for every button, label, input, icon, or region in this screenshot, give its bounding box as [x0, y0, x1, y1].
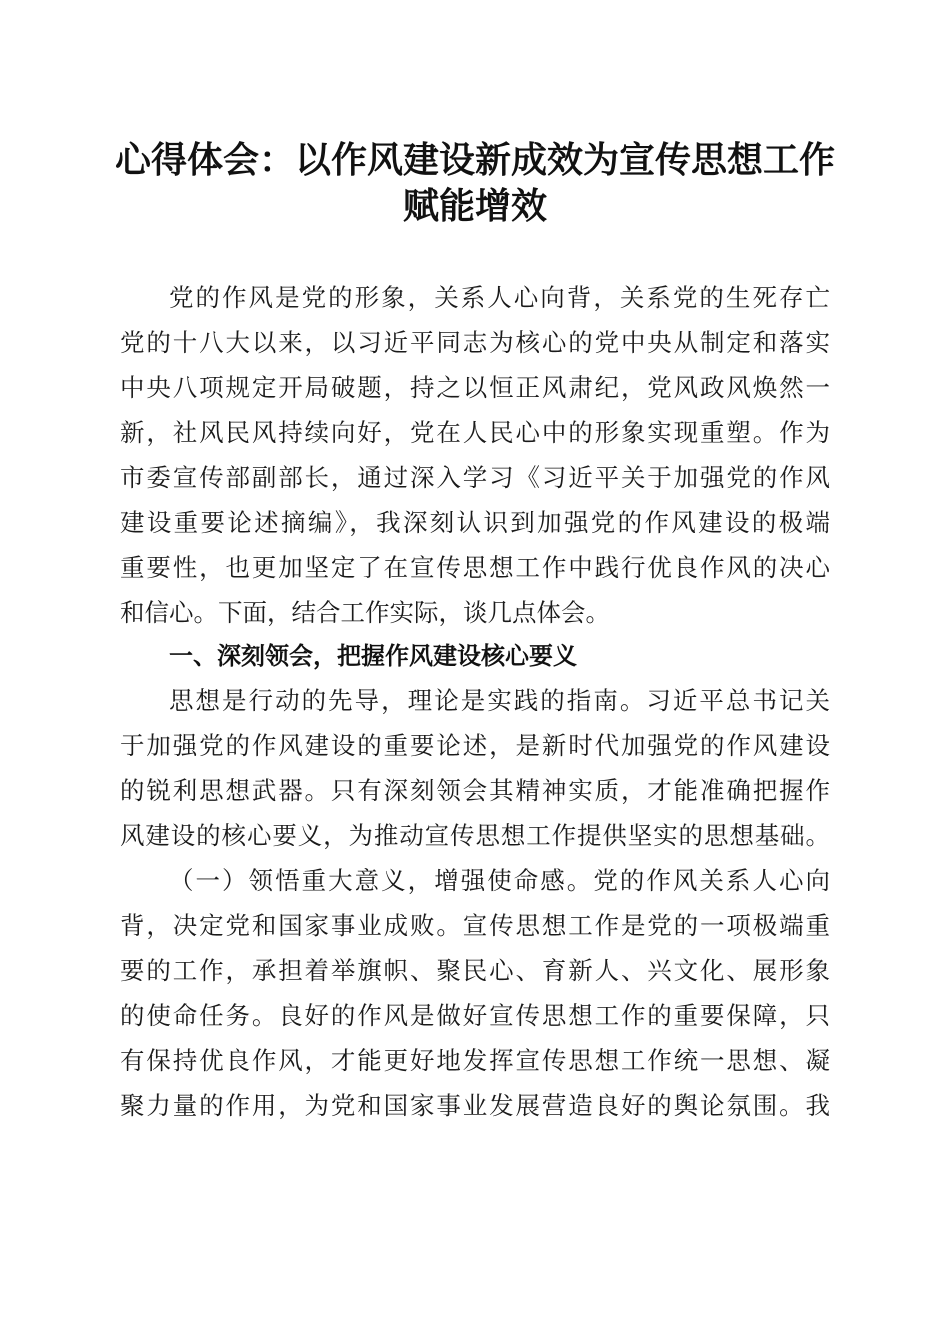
- paragraph-1-line-6: 建设重要论述摘编》，我深刻认识到加强党的作风建设的极端: [120, 508, 830, 537]
- paragraph-3-line-5: 有保持优良作风，才能更好地发挥宣传思想工作统一思想、凝: [120, 1046, 830, 1075]
- paragraph-3-line-6: 聚力量的作用，为党和国家事业发展营造良好的舆论氛围。我: [120, 1091, 830, 1120]
- paragraph-1-line-2: 党的十八大以来，以习近平同志为核心的党中央从制定和落实: [120, 328, 830, 357]
- paragraph-3-line-4: 的使命任务。良好的作风是做好宣传思想工作的重要保障，只: [120, 1001, 830, 1030]
- paragraph-3-line-3: 要的工作，承担着举旗帜、聚民心、育新人、兴文化、展形象: [120, 956, 830, 985]
- section-1-heading: 一、深刻领会，把握作风建设核心要义: [169, 642, 577, 670]
- paragraph-1-line-8: 和信心。下面，结合工作实际，谈几点体会。: [120, 598, 610, 627]
- paragraph-1-line-5: 市委宣传部副部长，通过深入学习《习近平关于加强党的作风: [120, 463, 830, 492]
- document-title-line-2: 赋能增效: [402, 185, 547, 227]
- paragraph-1-line-1: 党的作风是党的形象，关系人心向背，关系党的生死存亡: [169, 283, 830, 312]
- paragraph-1-line-7: 重要性，也更加坚定了在宣传思想工作中践行优良作风的决心: [120, 553, 830, 582]
- paragraph-3-line-1: （一）领悟重大意义，增强使命感。党的作风关系人心向: [169, 866, 830, 895]
- paragraph-2-line-3: 的锐利思想武器。只有深刻领会其精神实质，才能准确把握作: [120, 776, 830, 805]
- paragraph-2-line-4: 风建设的核心要义，为推动宣传思想工作提供坚实的思想基础。: [120, 821, 830, 850]
- paragraph-3-line-2: 背，决定党和国家事业成败。宣传思想工作是党的一项极端重: [120, 911, 830, 940]
- paragraph-2-line-2: 于加强党的作风建设的重要论述，是新时代加强党的作风建设: [120, 731, 830, 760]
- paragraph-2-line-1: 思想是行动的先导，理论是实践的指南。习近平总书记关: [169, 686, 830, 715]
- document-title-line-1: 心得体会：以作风建设新成效为宣传思想工作: [114, 139, 835, 181]
- paragraph-1-line-3: 中央八项规定开局破题，持之以恒正风肃纪，党风政风焕然一: [120, 373, 830, 402]
- paragraph-1-line-4: 新，社风民风持续向好，党在人民心中的形象实现重塑。作为: [120, 418, 830, 447]
